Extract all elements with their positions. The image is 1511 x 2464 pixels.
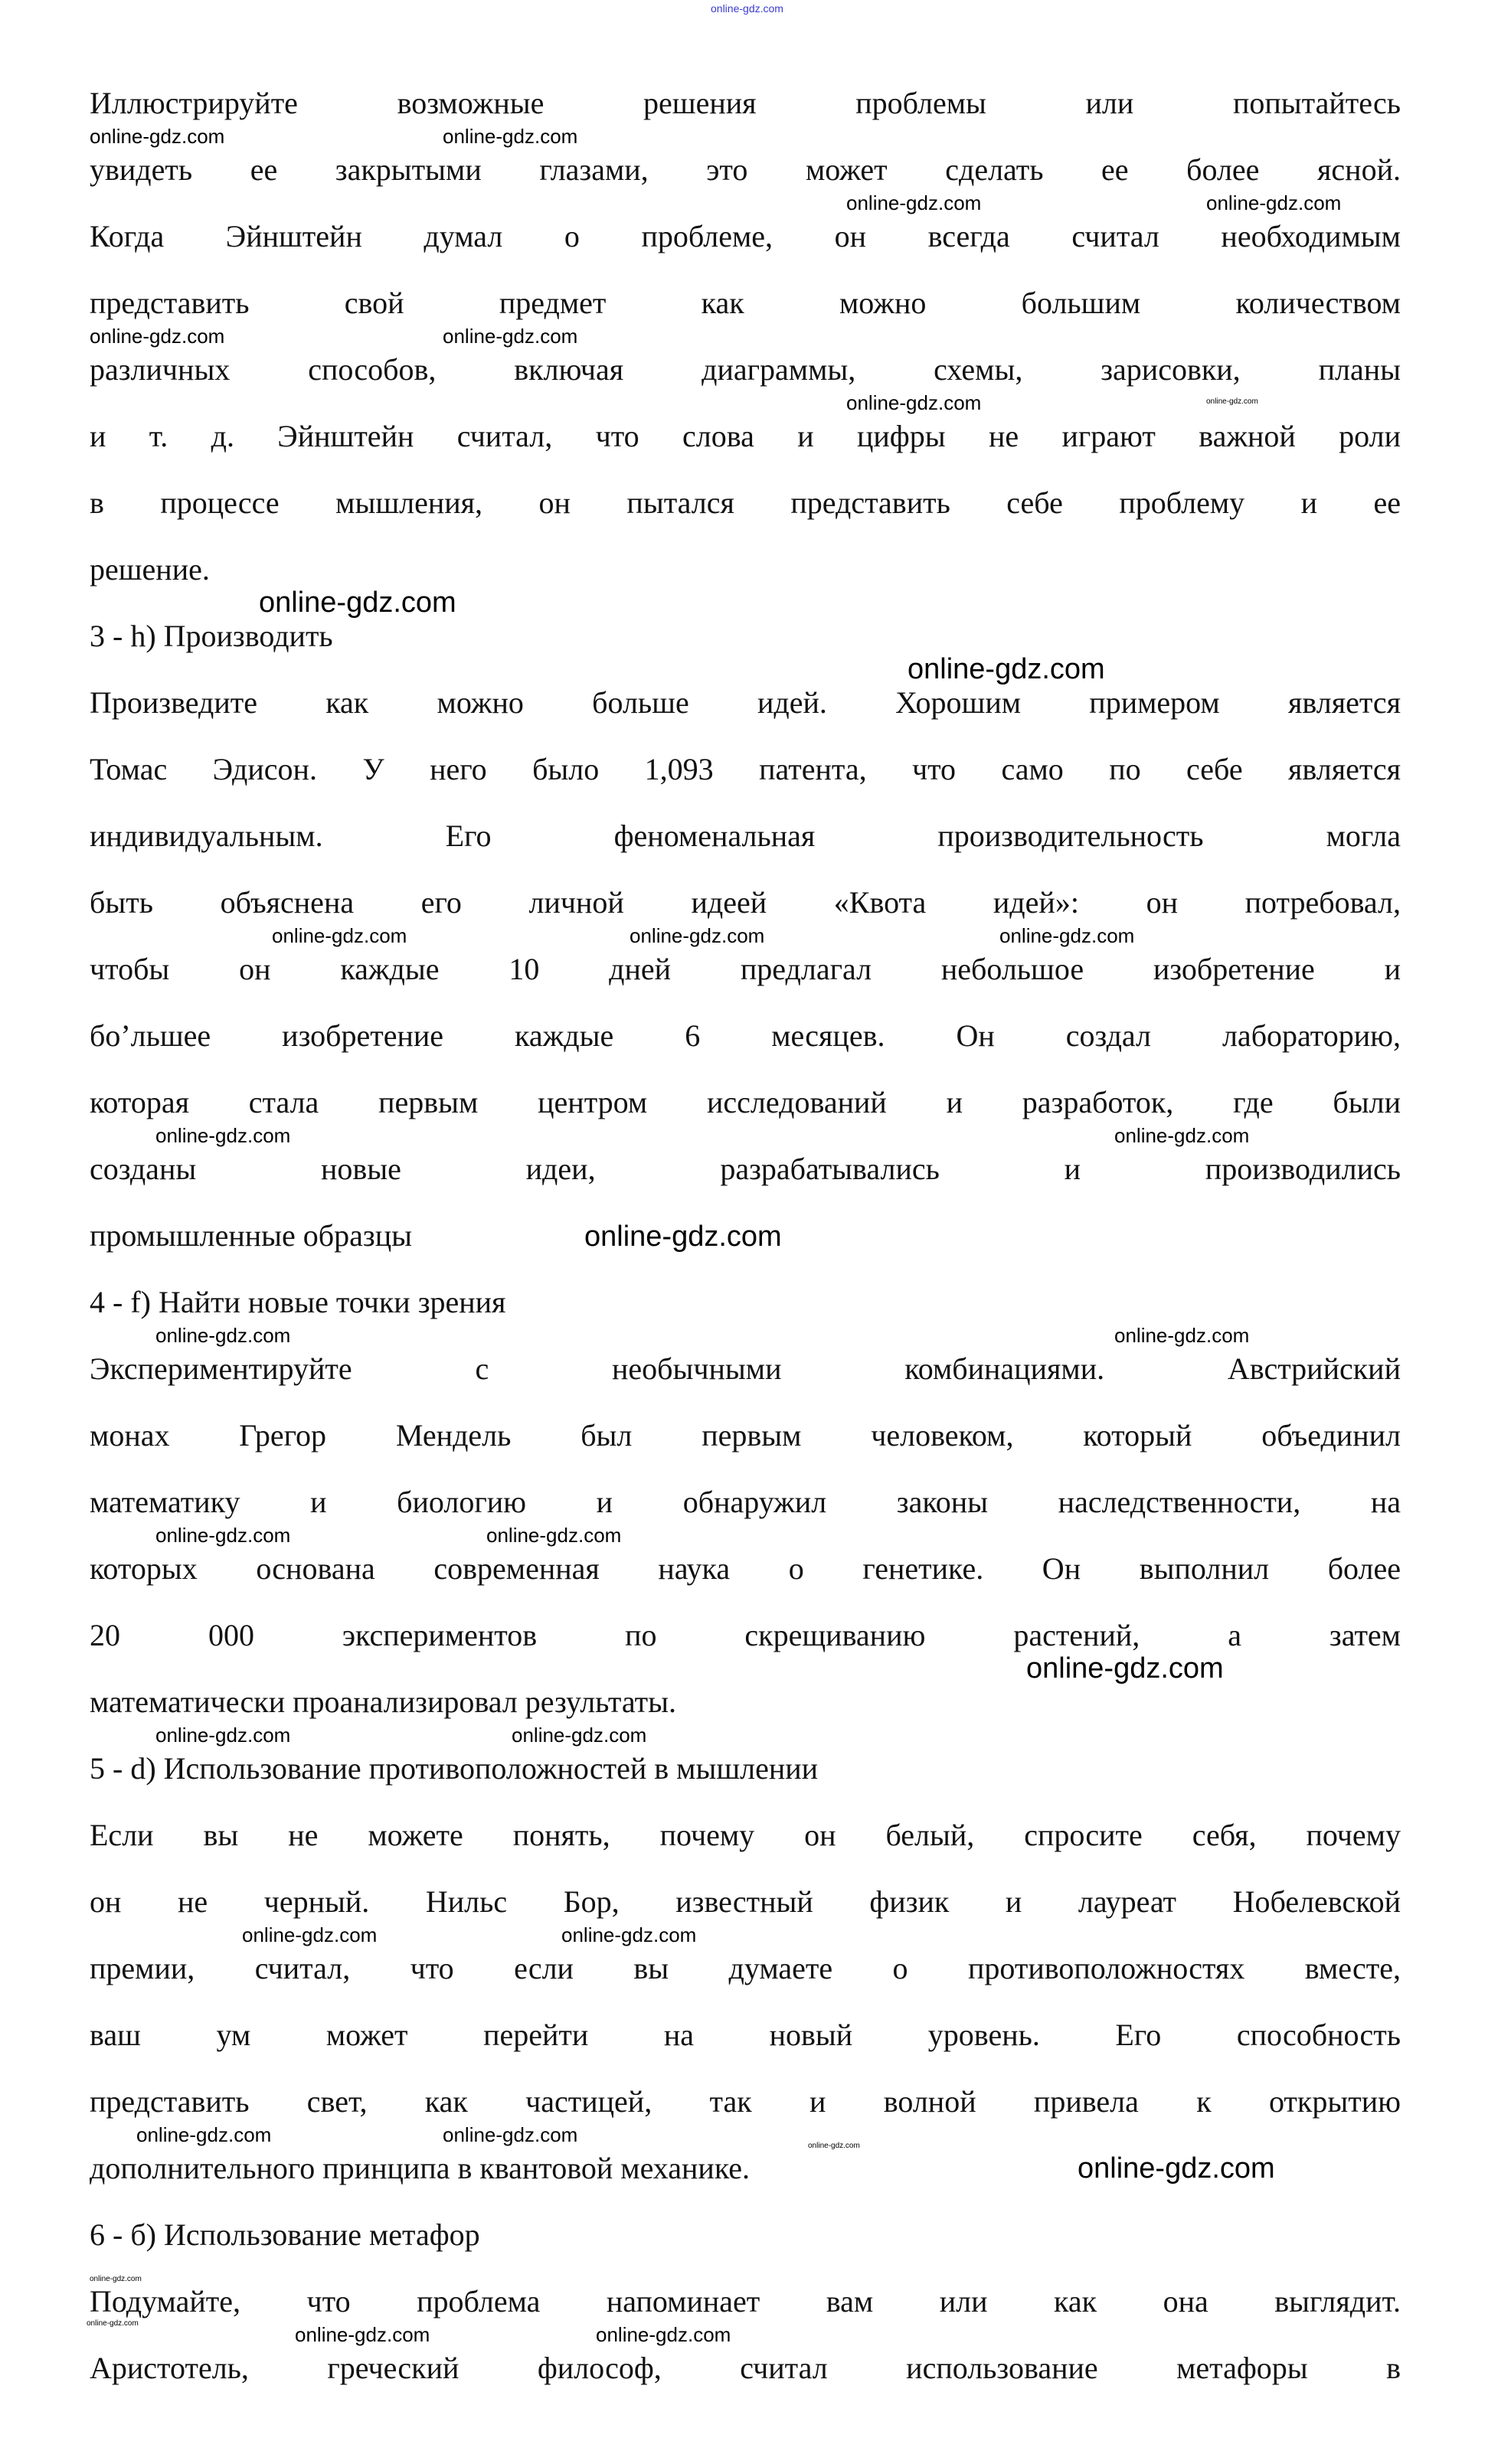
text-line: увидеть ее закрытыми глазами, это может сделать ее более ясной. <box>90 152 1401 187</box>
watermark: online-gdz.com <box>87 2319 139 2328</box>
text-line: монах Грегор Мендель был первым человеком, который объединил <box>90 1418 1401 1453</box>
watermark: online-gdz.com <box>90 2275 142 2283</box>
watermark: online-gdz.com <box>155 1124 291 1147</box>
text-line: и т. д. Эйнштейн считал, что слова и цифры не играют важной роли <box>90 419 1401 453</box>
watermark: online-gdz.com <box>136 2123 272 2146</box>
section-heading: 4 - f) Найти новые точки зрения <box>90 1285 506 1319</box>
watermark: online-gdz.com <box>596 2323 731 2346</box>
watermark: online-gdz.com <box>999 924 1135 947</box>
text-line: ваш ум может перейти на новый уровень. Его способность <box>90 2018 1401 2052</box>
watermark: online-gdz.com <box>584 1221 782 1253</box>
text-line: в процессе мышления, он пытался представить себе проблему и ее <box>90 485 1401 520</box>
text-line: созданы новые идеи, разрабатывались и производились <box>90 1152 1401 1186</box>
watermark: online-gdz.com <box>1206 397 1258 406</box>
watermark: online-gdz.com <box>272 924 407 947</box>
watermark: online-gdz.com <box>155 1724 291 1747</box>
watermark: online-gdz.com <box>155 1524 291 1547</box>
watermark: online-gdz.com <box>90 325 225 348</box>
text-line: Аристотель, греческий философ, считал использование метафоры в <box>90 2351 1401 2385</box>
text-line: решение. <box>90 552 210 587</box>
watermark: online-gdz.com <box>443 325 578 348</box>
text-line: дополнительного принципа в квантовой механике. <box>90 2151 751 2185</box>
watermark: online-gdz.com <box>443 2123 578 2146</box>
text-line: математически проанализировал результаты. <box>90 1685 676 1719</box>
text-line: промышленные образцы <box>90 1218 412 1253</box>
watermark: online-gdz.com <box>1026 1652 1224 1685</box>
watermark: online-gdz.com <box>630 924 765 947</box>
watermark: online-gdz.com <box>908 653 1105 685</box>
text-line: чтобы он каждые 10 дней предлагал небольшое изобретение и <box>90 952 1401 986</box>
text-line: математику и биологию и обнаружил законы наследственности, на <box>90 1485 1401 1519</box>
watermark: online-gdz.com <box>808 2142 860 2150</box>
text-line: Подумайте, что проблема напоминает вам или как она выглядит. <box>90 2284 1401 2319</box>
text-line: различных способов, включая диаграммы, схемы, зарисовки, планы <box>90 352 1401 387</box>
text-line: индивидуальным. Его феноменальная производительность могла <box>90 819 1401 853</box>
watermark: online-gdz.com <box>1114 1324 1250 1347</box>
watermark: online-gdz.com <box>512 1724 647 1747</box>
text-line: Томас Эдисон. У него было 1,093 патента, что само по себе является <box>90 752 1401 786</box>
text-line: Если вы не можете понять, почему он белый, спросите себя, почему <box>90 1818 1401 1852</box>
watermark: online-gdz.com <box>846 391 982 414</box>
text-line: представить свет, как частицей, так и волной привела к открытию <box>90 2084 1401 2119</box>
text-line: премии, считал, что если вы думаете о противоположностях вместе, <box>90 1951 1401 1985</box>
section-heading: 5 - d) Использование противоположностей в мышлении <box>90 1751 819 1786</box>
watermark: online-gdz.com <box>1078 2152 1275 2185</box>
watermark: online-gdz.com <box>846 191 982 214</box>
watermark: online-gdz.com <box>259 587 456 619</box>
watermark: online-gdz.com <box>1114 1124 1250 1147</box>
text-line: быть объяснена его личной идеей «Квота идей»: он потребовал, <box>90 885 1401 920</box>
section-heading: 3 - h) Производить <box>90 619 333 653</box>
text-line: Экспериментируйте с необычными комбинациями. Австрийский <box>90 1351 1401 1386</box>
watermark: online-gdz.com <box>242 1923 378 1946</box>
header-watermark: online-gdz.com <box>711 2 783 15</box>
watermark: online-gdz.com <box>561 1923 697 1946</box>
text-line: Иллюстрируйте возможные решения проблемы или попытайтесь <box>90 86 1401 120</box>
section-heading: 6 - б) Использование метафор <box>90 2217 480 2252</box>
watermark: online-gdz.com <box>295 2323 430 2346</box>
watermark: online-gdz.com <box>155 1324 291 1347</box>
watermark: online-gdz.com <box>443 125 578 148</box>
text-line: Когда Эйнштейн думал о проблеме, он всегда считал необходимым <box>90 219 1401 253</box>
watermark: online-gdz.com <box>90 125 225 148</box>
watermark: online-gdz.com <box>1206 191 1342 214</box>
text-line: представить свой предмет как можно большим количеством <box>90 286 1401 320</box>
text-line: бо’льшее изобретение каждые 6 месяцев. Он создал лабораторию, <box>90 1018 1401 1053</box>
watermark: online-gdz.com <box>486 1524 622 1547</box>
text-line: 20 000 экспериментов по скрещиванию растений, а затем <box>90 1618 1401 1652</box>
text-line: которых основана современная наука о генетике. Он выполнил более <box>90 1551 1401 1586</box>
text-line: он не черный. Нильс Бор, известный физик и лауреат Нобелевской <box>90 1884 1401 1919</box>
text-line: которая стала первым центром исследований и разработок, где были <box>90 1085 1401 1119</box>
text-line: Произведите как можно больше идей. Хорошим примером является <box>90 685 1401 720</box>
